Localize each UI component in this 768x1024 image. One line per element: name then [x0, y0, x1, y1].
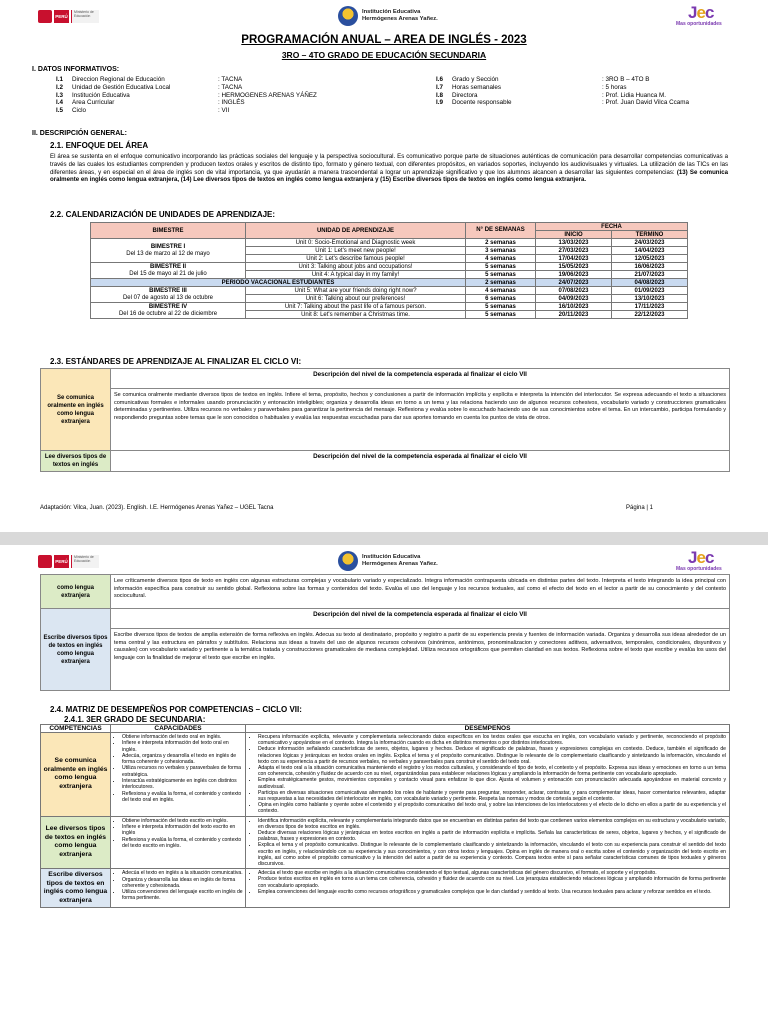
unit-cell: Unit 2: Let's describe famous people!	[246, 255, 466, 263]
lee-competence-label-cont: como lengua extranjera	[41, 575, 111, 609]
start-cell: 27/03/2023	[536, 247, 612, 255]
standards-header-3: Descripción del nivel de la competencia esperada al finalizar el ciclo VII	[111, 609, 730, 629]
info-number: I.8	[436, 91, 444, 99]
weeks-cell: 5 semanas	[466, 303, 536, 311]
info-row	[436, 84, 689, 92]
info-value: : 5 horas	[602, 83, 627, 91]
performances-cell	[246, 733, 730, 817]
unit-cell: Unit 0: Socio-Emotional and Diagnostic week	[246, 239, 466, 247]
end-cell: 16/06/2023	[612, 263, 688, 271]
capacity-item: • Infiere e interpreta información del texto escrito en inglés	[122, 824, 243, 837]
weeks-cell: 2 semanas	[466, 239, 536, 247]
jec-tagline: Mas oportunidades	[676, 21, 722, 27]
info-value: : INGLÉS	[218, 99, 245, 107]
escribe-competence-label: Escribe diversos tipos de textos en inglés como lengua extranjera	[41, 609, 111, 691]
capacity-item: • Interactúa estratégicamente en inglés con distintos interlocutores.	[122, 778, 243, 791]
jec-label: Jec	[688, 3, 714, 22]
info-row	[436, 76, 689, 84]
capacity-item: • Adecúa, organiza y desarrolla el texto en inglés de forma coherente y cohesionada.	[122, 753, 243, 766]
page-gap	[0, 532, 768, 545]
end-cell: 22/12/2023	[612, 311, 688, 319]
end-cell: 24/03/2023	[612, 239, 688, 247]
vacation-start: 24/07/2023	[536, 279, 612, 287]
performance-item: • Opina en inglés como hablante y oyente sobre el contenido y el propósito comunicativo del texto oral, y sobre las intenciones de los interlocutores y el efecto de lo dicho en ellos a partir de su experiencia y el contexto.	[258, 802, 726, 814]
matrix-header-capacidades: CAPACIDADES	[111, 725, 246, 733]
school-crest-icon	[338, 6, 358, 26]
standards-header: Descripción del nivel de la competencia esperada al finalizar el ciclo VII	[111, 369, 730, 389]
weeks-cell: 3 semanas	[466, 247, 536, 255]
matrix-row	[41, 869, 730, 908]
info-value: : HERMOGENES ARENAS YÁÑEZ	[218, 91, 317, 99]
document-title: PROGRAMACIÓN ANUAL – AREA DE INGLÉS - 2023	[241, 34, 527, 46]
info-value: : Prof. Lidia Huanca M.	[602, 91, 667, 99]
info-number: I.6	[436, 76, 444, 83]
institution-line1: Institución Educativa	[362, 9, 421, 15]
competency-cell: Lee diversos tipos de textos en inglés como lengua extranjera	[41, 816, 111, 869]
info-left	[56, 76, 317, 115]
start-cell: 17/04/2023	[536, 255, 612, 263]
info-row	[56, 84, 317, 92]
jec-logo	[676, 550, 746, 573]
vacation-end: 04/08/2023	[612, 279, 688, 287]
start-cell: 16/10/2023	[536, 303, 612, 311]
info-label: Unidad de Gestión Educativa Local	[72, 83, 171, 91]
bimestre-cell: BIMESTRE I Del 13 de marzo al 12 de mayo	[91, 239, 246, 263]
info-row	[56, 76, 317, 84]
minedu-logo	[38, 555, 99, 568]
capacity-item: • Reflexiona y evalúa la forma, el contenido y contexto del texto oral en inglés.	[122, 791, 243, 804]
info-number: I.1	[56, 76, 64, 83]
performance-item: • Explica el tema y el propósito comunicativo. Distingue lo relevante de lo complementario clasificando y sintetizando la información, vinculando el texto con su experiencia para construir el sentido del texto escrito en inglés, y relacionándolo con su experiencia y sus conocimientos, y con otros textos y lenguajes. Opina en inglés de manera oral o escrita sobre el contenido y organización del texto escrito en inglés, así como sobre el propósito comunicativo y la intención del autor a partir de su experiencia y contexto. Compara textos entre sí para señalar características comunes de tipos textuales y géneros discursivos.	[258, 842, 726, 867]
standards-header-2: Descripción del nivel de la competencia esperada al finalizar el ciclo VII	[111, 451, 730, 472]
peru-label: PERÚ	[54, 10, 69, 23]
bimestre-cell: BIMESTRE IV Del 16 de octubre al 22 de diciembre	[91, 303, 246, 319]
calendar-header-fecha: FECHA	[536, 223, 688, 231]
capacities-cell	[111, 816, 246, 869]
section-2-3-heading: 2.3. ESTÁNDARES DE APRENDIZAJE AL FINALIZAR EL CICLO VI:	[50, 357, 302, 366]
end-cell: 01/09/2023	[612, 287, 688, 295]
oral-standard-text: Se comunica oralmente mediante diversos tipos de textos en inglés. Infiere el tema, propósito, hechos y conclusiones a partir de información implícita y explícita e interpreta la intención del interlocutor. Se expresa adecuando el texto a situaciones comunicativas formales e informales usando pronunciación y entonación inteligibles; organiza y desarrolla ideas en torno a un tema y las relaciona haciendo uso de algunos recursos cohesivos, vocabulario variado y construcciones gramaticales determinadas y pertinentes. Utiliza recursos no verbales y paraverbales para garantizar la pertinencia del mensaje. Reflexiona y evalúa sobre lo escuchado haciendo uso de sus conocimientos sobre el tema. En un intercambio, participa formulando y respondiendo preguntas sobre temas que le son conocidos o habituales y evalúa las respuestas escuchadas para dar sus aportes tomando en cuenta los puntos de vista de otros.	[111, 389, 730, 451]
capacity-item: • Obtiene información del texto escrito en inglés.	[122, 818, 243, 824]
document-subtitle: 3RO – 4TO GRADO DE EDUCACIÓN SECUNDARIA	[281, 50, 487, 60]
info-row	[436, 92, 689, 100]
peru-shield-icon	[38, 555, 52, 568]
calendar-header-termino: TERMINO	[612, 231, 688, 239]
info-label: Grado y Sección	[452, 76, 499, 83]
section-2-2-heading: 2.2. CALENDARIZACIÓN DE UNIDADES DE APRENDIZAJE:	[50, 210, 276, 219]
competency-matrix	[40, 724, 730, 908]
enfoque-text: El área se sustenta en el enfoque comunicativo incorporando las prácticas sociales del lenguaje y la perspectiva sociocultural. Es comunicativo porque parte de situaciones auténticas de comunicación para desarrollar competencias comunicativas a través de las cuales los estudiantes comprenden y producen textos orales y escritos de distinto tipo, formato y género textual, con diferentes propósitos, en variados soportes, incluyendo los audiovisuales y virtuales. La utilización de las TICs en las diferentes áreas, y en especial en el área de inglés son de vital importancia, ya que ayudarán a manera trascendental a lograr un aprendizaje significativo y que los alumnos alcancen a desarrollar las siguientes competencias:	[50, 153, 728, 176]
performance-item: • Emplea convenciones del lenguaje escrito como recursos ortográficos y gramaticales complejos que le dan claridad y sentido al texto. Usa recursos textuales para aclarar y reforzar sentidos en el texto.	[258, 889, 726, 895]
bimestre-cell: BIMESTRE II Del 15 de mayo al 21 de julio	[91, 263, 246, 279]
info-row	[56, 92, 317, 100]
enfoque-competencias: (13) Se comunica oralmente en inglés como lengua extranjera, (14) Lee diversos tipos de textos en inglés como lengua extranjera y (15) Escribe diversos tipos de textos en inglés como lengua extranjera.	[50, 168, 729, 184]
weeks-cell: 5 semanas	[466, 263, 536, 271]
capacities-cell	[111, 733, 246, 817]
info-value: : TACNA	[218, 76, 243, 83]
institution-line2: Hermógenes Arenas Yañez.	[362, 16, 438, 22]
unit-cell: Unit 5: What are your friends doing right now?	[246, 287, 466, 295]
performance-item: • Deduce diversas relaciones lógicas y jerárquicas en textos escritos en inglés a partir de información explícita e implícita. Señala las características de seres, objetos, lugares y hechos, y el significado de palabras, frases y expresiones en contexto.	[258, 830, 726, 842]
bimestre-cell: BIMESTRE III Del 07 de agosto al 13 de octubre	[91, 287, 246, 303]
section-2-4-heading: 2.4. MATRIZ DE DESEMPEÑOS POR COMPETENCIAS – CICLO VII:	[50, 705, 302, 714]
info-number: I.3	[56, 91, 64, 99]
oral-competence-label: Se comunica oralmente en inglés como lengua extranjera	[41, 369, 111, 451]
standards-table-continued	[40, 574, 730, 691]
lee-competence-label: Lee diversos tipos de textos en inglés	[41, 451, 111, 472]
info-row	[56, 99, 317, 107]
section-2-1-heading: 2.1. ENFOQUE DEL ÁREA	[50, 141, 149, 150]
capacity-item: • Obtiene información del texto oral en inglés.	[122, 734, 243, 740]
section-2-heading: II. DESCRIPCIÓN GENERAL:	[32, 130, 127, 137]
capacity-item: • Reflexiona y evalúa la forma, el contenido y contexto del texto escrito en inglés.	[122, 837, 243, 850]
info-number: I.5	[56, 107, 64, 115]
info-number: I.9	[436, 99, 444, 107]
capacity-item: • Utiliza recursos no verbales y paraverbales de forma estratégica.	[122, 765, 243, 778]
institution-logo	[338, 6, 438, 26]
info-label: Direccion Regional de Educación	[72, 76, 165, 83]
start-cell: 20/11/2023	[536, 311, 612, 319]
peru-shield-icon	[38, 10, 52, 23]
end-cell: 12/05/2023	[612, 255, 688, 263]
unit-cell: Unit 6: Talking about our preferences!	[246, 295, 466, 303]
calendar-table	[90, 222, 688, 319]
competency-cell: Se comunica oralmente en inglés como lengua extranjera	[41, 733, 111, 817]
info-number: I.4	[56, 99, 64, 107]
start-cell: 15/05/2023	[536, 263, 612, 271]
performance-item: • Identifica información explícita, relevante y complementaria integrando datos que se encuentran en distintas partes del texto que contienen varios elementos complejos en su estructura y vocabulario variado, en diversos tipos de textos escritos en inglés.	[258, 818, 726, 830]
weeks-cell: 6 semanas	[466, 295, 536, 303]
standards-table	[40, 368, 730, 472]
school-crest-icon	[338, 551, 358, 571]
end-cell: 21/07/2023	[612, 271, 688, 279]
unit-cell: Unit 1: Let's meet new people!	[246, 247, 466, 255]
weeks-cell: 4 semanas	[466, 255, 536, 263]
capacity-item: • Organiza y desarrolla las ideas en inglés de forma coherente y cohesionada.	[122, 877, 243, 890]
section-2-4-1-heading: 2.4.1. 3ER GRADO DE SECUNDARIA:	[64, 715, 206, 724]
info-row	[436, 99, 689, 107]
vacation-weeks: 2 semanas	[466, 279, 536, 287]
peru-label: PERÚ	[54, 555, 69, 568]
performance-item: • Adecúa el texto que escribe en inglés a la situación comunicativa considerando el tipo textual, algunas características del género discursivo, el formato, el soporte y el propósito.	[258, 870, 726, 876]
institution-logo	[338, 551, 438, 571]
page-2	[0, 545, 768, 1024]
matrix-row	[41, 733, 730, 817]
weeks-cell: 4 semanas	[466, 287, 536, 295]
info-label: Directora	[452, 91, 478, 99]
matrix-header-competencias: COMPETENCIAS	[41, 725, 111, 733]
end-cell: 14/04/2023	[612, 247, 688, 255]
matrix-header-desempenos: DESEMPEÑOS	[246, 725, 730, 733]
capacity-item: • Utiliza convenciones del lenguaje escrito en inglés de forma pertinente.	[122, 889, 243, 902]
end-cell: 13/10/2023	[612, 295, 688, 303]
lee-standard-text: Lee críticamente diversos tipos de texto en inglés con algunas estructuras complejas y vocabulario variado y especializado. Integra información contrapuesta ubicada en distintas partes del texto. Interpreta el texto integrando la idea principal con información específica para construir su sentido global. Reflexiona sobre las formas y contenidos del texto. Evalúa el uso del lenguaje y los recursos textuales, así como el efecto del texto en el lector a partir de su conocimiento y del contexto sociocultural.	[111, 575, 730, 609]
footer-left: Adaptación: Vilca, Juan. (2023). English. I.E. Hermógenes Arenas Yañez – UGEL Tacna	[40, 505, 274, 511]
info-label: Horas semanales	[452, 83, 501, 91]
calendar-header-semanas: N° DE SEMANAS	[466, 223, 536, 239]
calendar-header-inicio: INICIO	[536, 231, 612, 239]
jec-tagline: Mas oportunidades	[676, 566, 722, 572]
info-label: Area Curricular	[72, 99, 115, 107]
institution-line2: Hermógenes Arenas Yañez.	[362, 561, 438, 567]
start-cell: 19/06/2023	[536, 271, 612, 279]
capacity-item: • Infiere e interpreta información del texto oral en inglés.	[122, 740, 243, 753]
info-label: Ciclo	[72, 107, 86, 115]
performance-item: • Recupera información explícita, relevante y complementaria seleccionando datos específicos en los textos orales que escucha en inglés, con vocabulario variado y pertinente, reconociendo el propósito comunicativo y apoyándose en el contexto. Integra la información cuando es dicha en distintos momentos o por distintos interlocutores.	[258, 734, 726, 746]
performance-item: • Adapta el texto oral a la situación comunicativa manteniendo el registro y los modos culturales, y considerando el tipo de texto, el contexto y el propósito. Expresa sus ideas y emociones en torno a un tema con coherencia, cohesión y fluidez de acuerdo con su nivel, organizándolas para establecer relaciones lógicas y ampliando la información de forma pertinente con vocabulario apropiado.	[258, 765, 726, 777]
performance-item: • Deduce información señalando características de seres, objetos, lugares y hechos. Deduce el significado de palabras, frases y expresiones complejas en contexto. Deduce, también el significado de relaciones lógicas y jerárquicas en textos orales en inglés. Explica el tema y el propósito comunicativo. Distingue lo relevante de lo complementario clasificando y sintetizando la información, vinculando el texto con su experiencia a partir de recursos verbales, no verbales y paraverbales para construir el sentido del texto oral.	[258, 746, 726, 765]
jec-logo	[676, 5, 746, 28]
minedu-logo	[38, 10, 99, 23]
footer-right: Página | 1	[626, 505, 653, 511]
info-value: : VII	[218, 107, 230, 115]
unit-cell: Unit 7: Talking about the past life of a famous person.	[246, 303, 466, 311]
jec-label: Jec	[688, 548, 714, 567]
performances-cell	[246, 869, 730, 908]
end-cell: 17/11/2023	[612, 303, 688, 311]
info-number: I.2	[56, 83, 64, 91]
weeks-cell: 5 semanas	[466, 311, 536, 319]
info-label: Docente responsable	[452, 99, 512, 107]
start-cell: 07/08/2023	[536, 287, 612, 295]
info-number: I.7	[436, 83, 444, 91]
unit-cell: Unit 4: A typical day in my family!	[246, 271, 466, 279]
info-value: : Prof. Juan David Vilca Ccama	[602, 99, 690, 107]
performance-item: • Emplea estratégicamente gestos, movimientos corporales y contacto visual para enfatizar lo que dice. Ajusta el volumen y entonación con pronunciación adecuada apoyándose en material concreto y audiovisual.	[258, 777, 726, 789]
info-row	[56, 107, 317, 115]
enfoque-paragraph	[50, 153, 728, 184]
ministerio-label: Ministerio de Educación	[71, 10, 99, 23]
capacities-cell	[111, 869, 246, 908]
info-value: : 3RO B – 4TO B	[602, 76, 650, 83]
competency-cell: Escribe diversos tipos de textos en inglés como lengua extranjera	[41, 869, 111, 908]
start-cell: 04/09/2023	[536, 295, 612, 303]
matrix-row	[41, 816, 730, 869]
vacation-label: PERIODO VACACIONAL ESTUDIANTES	[91, 279, 466, 287]
calendar-header-bimestre: BIMESTRE	[91, 223, 246, 239]
unit-cell: Unit 3: Talking about jobs and occupations!	[246, 263, 466, 271]
performances-cell	[246, 816, 730, 869]
unit-cell: Unit 8: Let's remember a Christmas time.	[246, 311, 466, 319]
institution-line1: Institución Educativa	[362, 554, 421, 560]
ministerio-label: Ministerio de Educación	[71, 555, 99, 568]
start-cell: 13/03/2023	[536, 239, 612, 247]
info-label: Institución Educativa	[72, 91, 130, 99]
capacity-item: • Adecúa el texto en inglés a la situación comunicativa.	[122, 870, 243, 876]
calendar-header-unidad: UNIDAD DE APRENDIZAJE	[246, 223, 466, 239]
info-right	[436, 76, 689, 107]
info-value: : TACNA	[218, 83, 243, 91]
performance-item: • Participa en diversas situaciones comunicativas alternando los roles de hablante y oyente para preguntar, responder, aclarar, contrastar, y para complementar ideas, hacer comentarios relevantes, adaptar sus respuestas a las necesidades del interlocutor en inglés, con vocabulario variado y pertinente. Respeta las normas y modos de cortesía según el contexto.	[258, 790, 726, 802]
weeks-cell: 5 semanas	[466, 271, 536, 279]
performance-item: • Produce textos escritos en inglés en torno a un tema con coherencia, cohesión y fluidez de acuerdo con su nivel. Los jerarquiza estableciendo relaciones lógicas y ampliando información de forma pertinente con vocabulario apropiado.	[258, 876, 726, 888]
escribe-standard-text: Escribe diversos tipos de textos de amplia extensión de forma reflexiva en inglés. Adecua su texto al destinatario, propósito y registro a partir de su experiencia previa y fuentes de información variada. Organiza y desarrolla sus ideas alrededor de un tema central y las estructura en párrafos y subtítulos. Relaciona sus ideas a través del uso de algunos recursos cohesivos (sinónimos, antónimos, pronominalizacion y conectores aditivos, adversativos, temporales, condicionales, disyuntivos y causales) con vocabulario variado y pertinente a la temática tratada y construcciones gramaticales de mediana complejidad. Utiliza recursos ortográficos que permiten claridad en sus textos. Reflexiona sobre el texto que escribe y evalúa los usos del lenguaje con la finalidad de mejorar el texto que escribe en inglés.	[111, 629, 730, 691]
section-1-heading: I. DATOS INFORMATIVOS:	[32, 66, 120, 73]
